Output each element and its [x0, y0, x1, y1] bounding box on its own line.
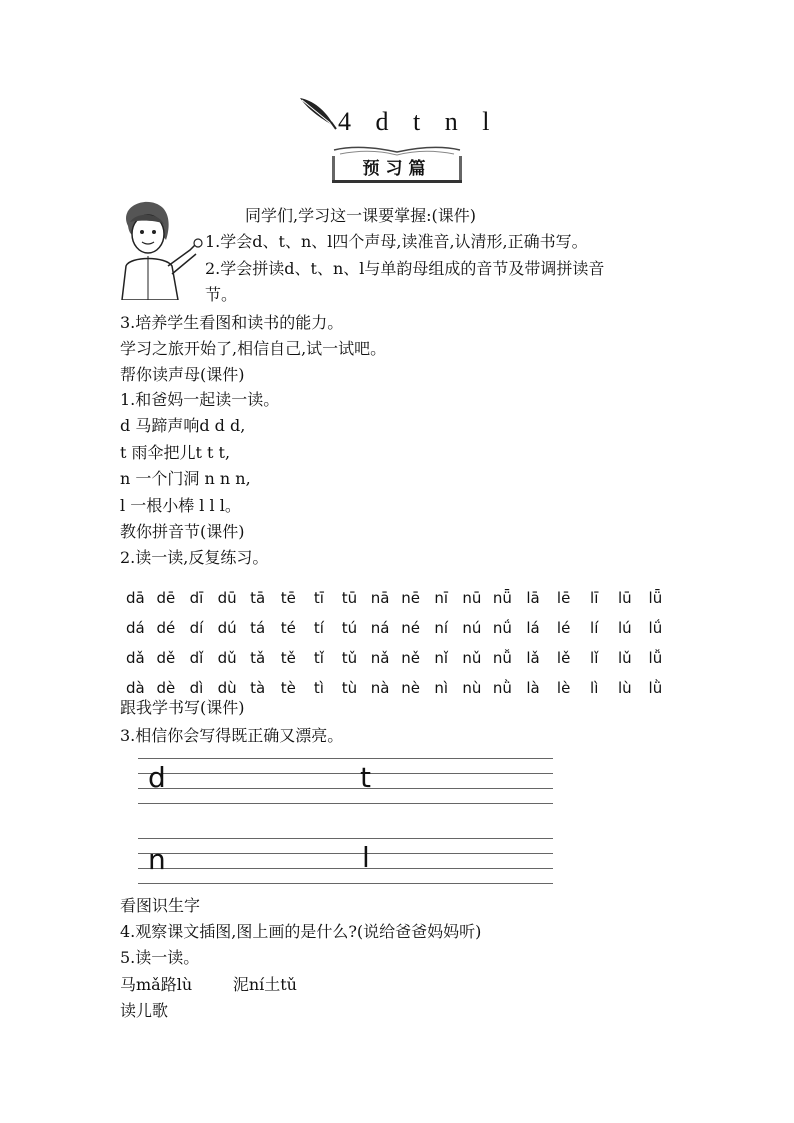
pinyin-syllable: lì — [590, 679, 599, 697]
section-heading-syllables: 教你拼音节(课件) — [120, 522, 245, 541]
pinyin-syllable: tú — [341, 619, 358, 637]
pinyin-syllable-table — [120, 583, 671, 703]
goal-2-continued: 节。 — [205, 285, 238, 304]
letter-n: n — [148, 843, 166, 876]
pinyin-syllable: tī — [313, 589, 324, 607]
teacher-illustration — [108, 196, 203, 300]
writing-grid-1 — [138, 758, 553, 808]
pinyin-syllable: né — [401, 619, 421, 637]
pinyin-syllable: lé — [556, 619, 571, 637]
pinyin-syllable: té — [280, 619, 296, 637]
letter-d: d — [148, 761, 166, 794]
pinyin-syllable: lè — [556, 679, 571, 697]
grid-rule — [138, 853, 553, 854]
pinyin-syllable: lā — [526, 589, 540, 607]
task-4: 4.观察课文插图,图上画的是什么?(说给爸爸妈妈听) — [120, 922, 482, 941]
pinyin-syllable: lǜ — [648, 679, 663, 697]
pinyin-syllable: dá — [125, 619, 145, 637]
pinyin-syllable: lǚ — [648, 649, 663, 667]
pinyin-syllable: tì — [313, 679, 324, 697]
pinyin-syllable: lá — [526, 619, 540, 637]
grid-rule — [138, 883, 553, 884]
pinyin-syllable: lǖ — [648, 589, 663, 607]
pinyin-syllable: dā — [125, 589, 145, 607]
letter-t: t — [360, 761, 371, 794]
pinyin-syllable: nù — [462, 679, 482, 697]
rhyme-l: l 一根小棒 l l l。 — [120, 496, 241, 515]
pinyin-syllable: lě — [556, 649, 571, 667]
pinyin-syllable: tū — [341, 589, 358, 607]
section-heading-writing: 跟我学书写(课件) — [120, 698, 245, 717]
motto: 学习之旅开始了,相信自己,试一试吧。 — [120, 339, 387, 358]
goal-1: 1.学会d、t、n、l四个声母,读准音,认清形,正确书写。 — [205, 232, 588, 251]
pinyin-syllable: dě — [156, 649, 176, 667]
rhyme-d: d 马蹄声响d d d, — [120, 416, 246, 435]
pinyin-syllable: nǎ — [370, 649, 390, 667]
task-5: 5.读一读。 — [120, 948, 200, 967]
pinyin-syllable: lǎ — [526, 649, 540, 667]
pinyin-syllable: dē — [156, 589, 176, 607]
grid-rule — [138, 868, 553, 869]
pinyin-syllable: nǖ — [492, 589, 512, 607]
pinyin-syllable: lǘ — [648, 619, 663, 637]
pinyin-syllable: nǜ — [492, 679, 512, 697]
pinyin-syllable: tá — [250, 619, 266, 637]
goal-2: 2.学会拼读d、t、n、l与单韵母组成的音节及带调拼读音 — [205, 259, 605, 278]
pinyin-syllable: nà — [370, 679, 390, 697]
section-heading-read-initials: 帮你读声母(课件) — [120, 365, 245, 384]
section-banner — [330, 146, 464, 186]
intro-line: 同学们,学习这一课要掌握:(课件) — [245, 206, 476, 225]
rhyme-t: t 雨伞把儿t t t, — [120, 443, 231, 462]
pinyin-syllable: dī — [189, 589, 204, 607]
pinyin-syllable: nī — [434, 589, 449, 607]
pinyin-syllable: tè — [280, 679, 296, 697]
pinyin-syllable: tē — [280, 589, 296, 607]
pinyin-syllable: dè — [156, 679, 176, 697]
banner-label: 预习篇 — [362, 159, 432, 179]
pinyin-syllable: nì — [434, 679, 449, 697]
pinyin-syllable: tà — [250, 679, 266, 697]
pinyin-syllable: tù — [341, 679, 358, 697]
task-3: 3.相信你会写得既正确又漂亮。 — [120, 726, 344, 745]
pinyin-syllable: nǚ — [492, 649, 512, 667]
pinyin-syllable: dé — [156, 619, 176, 637]
goal-3: 3.培养学生看图和读书的能力。 — [120, 313, 344, 332]
pinyin-syllable: dí — [189, 619, 204, 637]
pinyin-syllable: dǐ — [189, 649, 204, 667]
pinyin-syllable: lū — [617, 589, 632, 607]
pinyin-syllable: dù — [217, 679, 237, 697]
pinyin-syllable: ná — [370, 619, 390, 637]
pinyin-syllable: nú — [462, 619, 482, 637]
pinyin-syllable: ně — [401, 649, 421, 667]
task-1: 1.和爸妈一起读一读。 — [120, 390, 280, 409]
feather-quill-icon — [298, 96, 338, 130]
section-heading-characters: 看图识生字 — [120, 896, 201, 915]
grid-rule — [138, 773, 553, 774]
task-2: 2.读一读,反复练习。 — [120, 548, 269, 567]
grid-rule — [138, 803, 553, 804]
pinyin-syllable: lē — [556, 589, 571, 607]
pinyin-syllable: dū — [217, 589, 237, 607]
pinyin-syllable: lù — [617, 679, 632, 697]
pinyin-syllable: tǎ — [250, 649, 266, 667]
vocab-words: 马mǎ路lù 泥ní土tǔ — [120, 975, 297, 994]
pinyin-syllable: tě — [280, 649, 296, 667]
read-rhyme-heading: 读儿歌 — [120, 1001, 169, 1020]
pinyin-row — [120, 613, 671, 643]
lesson-title-text: 4 d t n l — [338, 107, 490, 136]
grid-rule — [138, 838, 553, 839]
pinyin-syllable: lǐ — [590, 649, 599, 667]
pinyin-syllable: nǐ — [434, 649, 449, 667]
pinyin-syllable: tǔ — [341, 649, 358, 667]
pinyin-syllable: là — [526, 679, 540, 697]
pinyin-syllable: lǔ — [617, 649, 632, 667]
pinyin-syllable: nū — [462, 589, 482, 607]
grid-rule — [138, 758, 553, 759]
pinyin-syllable: nā — [370, 589, 390, 607]
pinyin-syllable: nǘ — [492, 619, 512, 637]
pinyin-syllable: lí — [590, 619, 599, 637]
pinyin-row — [120, 583, 671, 613]
grid-rule — [138, 788, 553, 789]
pinyin-syllable: tí — [313, 619, 324, 637]
pinyin-row — [120, 643, 671, 673]
pinyin-syllable: nē — [401, 589, 421, 607]
pinyin-syllable: nè — [401, 679, 421, 697]
pinyin-syllable: ní — [434, 619, 449, 637]
rhyme-n: n 一个门洞 n n n, — [120, 469, 251, 488]
pinyin-syllable: dà — [125, 679, 145, 697]
pinyin-syllable: lú — [617, 619, 632, 637]
letter-l: l — [362, 841, 370, 874]
pinyin-syllable: dǎ — [125, 649, 145, 667]
pinyin-syllable: lī — [590, 589, 599, 607]
pinyin-syllable: dǔ — [217, 649, 237, 667]
pinyin-syllable: nǔ — [462, 649, 482, 667]
pinyin-syllable: dú — [217, 619, 237, 637]
writing-grid-2 — [138, 838, 553, 888]
pinyin-syllable: dì — [189, 679, 204, 697]
pinyin-syllable: tā — [250, 589, 266, 607]
pinyin-syllable: tǐ — [313, 649, 324, 667]
